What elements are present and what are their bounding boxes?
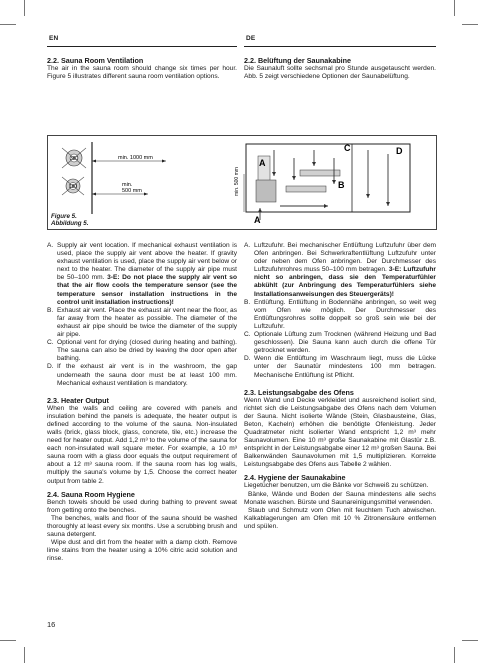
- list-item: C. Optional vent for drying (closed during heating and bathing). The sauna can also be dried by leaving the door open after bathing.: [47, 339, 237, 363]
- column-rule-de: [244, 46, 436, 47]
- vent-label-d: D: [396, 146, 403, 156]
- crop-mark: [462, 24, 478, 25]
- section-body: Wipe dust and dirt from the heater with a damp cloth. Remove lime stains from the heater using a 10% citric acid solution and rinse.: [47, 539, 237, 563]
- dimension-label: min. 1000 mm: [118, 155, 153, 161]
- figure-caption: [51, 213, 88, 227]
- column-rule-en: [47, 46, 237, 47]
- crop-mark: [0, 24, 16, 25]
- section-body: Bänke, Wände und Boden der Sauna mindestens alle sechs Monate waschen. Bürste und Saunareinigungsmittel verwenden.: [244, 490, 436, 506]
- crop-mark: [24, 647, 25, 663]
- heater-icon: [256, 180, 276, 202]
- list-item: D. If the exhaust air vent is in the washroom, the gap underneath the sauna door must be at least 100 mm. Mechanical exhaust ventilation is mandatory.: [47, 363, 237, 387]
- figure-caption-de: Abbildung 5.: [51, 220, 89, 227]
- section-title: 2.2. Sauna Room Ventilation: [47, 56, 144, 65]
- section-body: When the walls and ceiling are covered with panels and insulation behind the panels is adequate, the heater output is defined according to the volume of the sauna. Non-insulated walls (brick, glass block, glass, concrete, tile, etc.) increase the need for heater output. Add 1,2 m³ to the volume of the sauna for each non-insulated wall square meter. For example, a 10 m³ sauna room with a glass door equals the output requirement of about a 12 m³ sauna room. If the sauna room has log walls, multiply the sauna's volume by 1,5. Choose the correct heater output from table 2.: [47, 404, 237, 485]
- heater-size-label: 380: [69, 156, 79, 162]
- column-en: [47, 242, 237, 563]
- heater-size-label: 180: [68, 184, 78, 190]
- section-title: 2.4. Sauna Room Hygiene: [47, 489, 135, 499]
- ventilation-figure: [47, 135, 437, 230]
- section-body: Wenn Wand und Decke verkleidet und ausreichend isoliert sind, richtet sich die Leistungsabgabe des Ofens nach dem Volumen der Sauna. Nicht isolierte Wände (Stein, Glasbausteine, Glas, Beton, Kacheln) erhöhen die benötigte Ofenleistung. Jeder Quadratmeter nicht isolierter Wand entspricht 1,2 m³ mehr Saunavolumen. Eine 10 m³ große Saunakabine mit Glastür z.B. entspricht in der Leistungsabgabe einer 12 m³ großen Sauna. Bei Balkenwänden Saunavolumen mit 1,5 multiplizieren. Korrekte Leistungsabgabe des Ofens aus Tabelle 2 wählen.: [244, 396, 436, 469]
- crop-mark: [454, 0, 455, 16]
- section-body: Staub und Schmutz vom Ofen mit feuchtem Tuch abwischen. Kalkablagerungen am Ofen mit 10 % Zitronensäure entfernen und spülen.: [244, 506, 436, 530]
- list-item: A. Supply air vent location. If mechanical exhaust ventilation is used, place the supply air vent above the heater. If gravity exhaust ventilation is used, place the supply air vent below or next to the heater. The diameter of the supply air pipe must be 50–100 mm. 3-E: Do not place the supply air vent so that the air flow cools the temperature sensor (see the temperature sensor installation instructions in the control unit installation instructions)!: [47, 242, 237, 306]
- list-item: B. Exhaust air vent. Place the exhaust air vent near the floor, as far away from the heater as possible. The diameter of the exhaust air pipe should be twice the diameter of the supply air pipe.: [47, 306, 237, 339]
- dimension-line: 500 mm: [122, 188, 142, 194]
- section-title: 2.2. Belüftung der Saunakabine: [244, 56, 352, 65]
- section-body: Liegetücher benutzen, um die Bänke vor Schweiß zu schützen.: [244, 482, 429, 490]
- dimension-label: min. 500 mm: [234, 167, 240, 196]
- crop-mark: [0, 640, 16, 641]
- figure-caption-en: Figure 5.: [51, 213, 77, 220]
- section-title: 2.3. Leistungsabgabe des Ofens: [244, 387, 354, 397]
- section-title: 2.4. Hygiene der Saunakabine: [244, 473, 346, 483]
- section-title: 2.3. Heater Output: [47, 395, 109, 405]
- vent-label-a-bottom: A: [254, 215, 261, 225]
- section-ventilation-en: [47, 56, 237, 81]
- crop-mark: [462, 640, 478, 641]
- lang-label-en: EN: [49, 35, 59, 42]
- list-item: C. Optionale Lüftung zum Trocknen (während Heizung und Bad geschlossen). Die Sauna kann auch durch die offene Tür getrocknet werden.: [244, 331, 436, 355]
- vent-list-en: [47, 242, 237, 388]
- section-ventilation-de: [244, 56, 436, 81]
- list-item: A. Luftzufuhr. Bei mechanischer Entlüftung Luftzufuhr über dem Ofen anbringen. Bei Schwerkraftentlüftung Luftzufuhr unter oder neben dem Ofen anbringen. Der Durchmesser des Luftzufuhrrohres muss 50–100 mm betragen. 3-E: Luftzufuhr nicht so anbringen, dass sie den Temperaturfühler abkühlt (zur Anbringung des Temperaturfühlers siehe Installationsanweisungen des Steuergeräts)!: [244, 242, 436, 298]
- section-body: Die Saunaluft sollte sechsmal pro Stunde ausgetauscht werden. Abb. 5 zeigt verschiedene Optionen der Saunabelüftung.: [244, 65, 436, 81]
- vent-label-a: A: [259, 158, 266, 168]
- vent-list-de: [244, 242, 436, 380]
- ventilation-diagram: [48, 136, 436, 229]
- lang-label-de: DE: [246, 35, 256, 42]
- crop-mark: [24, 0, 25, 16]
- list-item: D. Wenn die Entlüftung im Waschraum liegt, muss die Lücke unter der Saunatür mindestens 100 mm betragen. Mechanische Entlüftung ist Pflicht.: [244, 355, 436, 379]
- dimension-label: [122, 182, 142, 194]
- section-body: The air in the sauna room should change six times per hour. Figure 5 illustrates different sauna room ventilation options.: [47, 65, 237, 81]
- dimension-line: min.: [122, 182, 133, 188]
- vent-label-b: B: [338, 180, 345, 190]
- list-item: B. Entlüftung. Entlüftung in Bodennähe anbringen, so weit weg vom Ofen wie möglich. Der Durchmesser des Entlüftungsrohres sollte doppelt so groß sein wie bei der Luftzufuhr.: [244, 298, 436, 330]
- crop-mark: [454, 647, 455, 663]
- vent-label-c: C: [344, 143, 351, 153]
- section-body: Bench towels should be used during bathing to prevent sweat from getting onto the benches.: [47, 498, 237, 514]
- column-de: [244, 242, 436, 531]
- section-body: The benches, walls and floor of the sauna should be washed thoroughly at least every six months. Use a scrubbing brush and sauna detergent.: [47, 514, 237, 538]
- page-number: 16: [47, 620, 56, 629]
